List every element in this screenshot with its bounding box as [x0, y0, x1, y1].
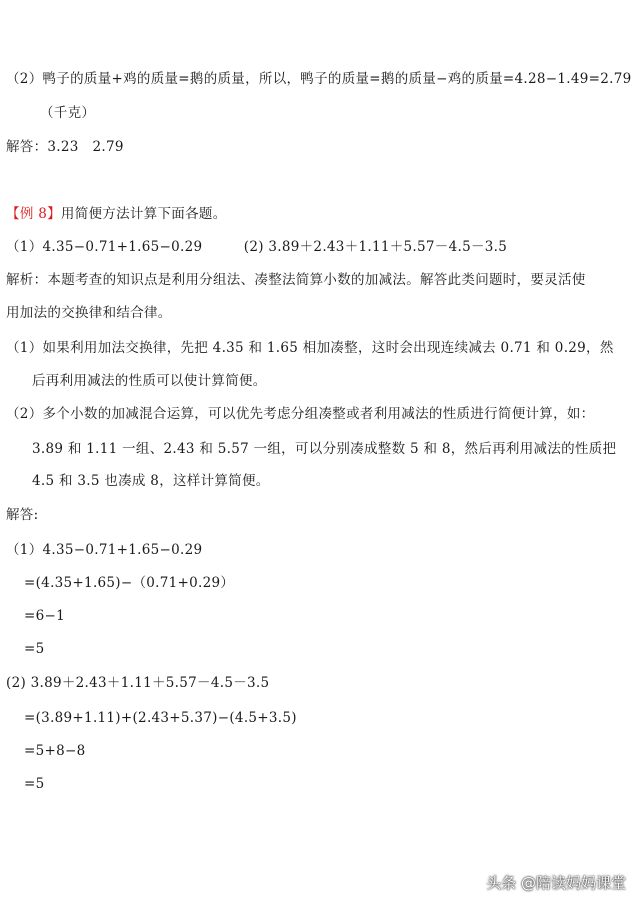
analysis-point-1-line-2: 后再利用减法的性质可以使计算简便。	[32, 373, 267, 389]
example-problems: （1）4.35−0.71+1.65−0.29 (2) 3.89＋2.43＋1.11＋5.57－4.5－3.5	[6, 239, 508, 255]
solution-2-line-4: =5	[24, 776, 45, 792]
analysis-line-1: 解析：本题考查的知识点是利用分组法、凑整法简算小数的加减法。解答此类问题时，要灵活使	[6, 272, 586, 288]
analysis-point-2-line-1: （2）多个小数的加减混合运算，可以优先考虑分组凑整或者利用减法的性质进行简便计算，如：	[6, 406, 595, 422]
example-label: 例 8	[19, 206, 48, 222]
analysis-point-1-line-1: （1）如果利用加法交换律，先把 4.35 和 1.65 相加凑整，这时会出现连续减去 0.71 和 0.29，然	[6, 340, 614, 356]
solution-1-line-2: =(4.35+1.65)−（0.71+0.29）	[24, 575, 235, 591]
analysis-point-2-line-3: 4.5 和 3.5 也凑成 8，这样计算简便。	[32, 473, 270, 489]
watermark: 头条 @陪读妈妈课堂	[486, 874, 626, 892]
prev-solution-line-2: （千克）	[40, 105, 96, 121]
solution-2-line-3: =5+8−8	[24, 743, 86, 759]
example-bracket-open: 【	[6, 206, 20, 222]
solution-2-line-2: =(3.89+1.11)+(2.43+5.37)−(4.5+3.5)	[24, 710, 297, 726]
example-heading	[6, 205, 227, 223]
solution-1-line-1: （1）4.35−0.71+1.65−0.29	[6, 542, 203, 558]
analysis-point-2-line-2: 3.89 和 1.11 一组、2.43 和 5.57 一组，可以分别凑成整数 5 和 8，然后再利用减法的性质把	[32, 441, 617, 457]
solution-heading: 解答:	[6, 507, 39, 523]
solution-2-line-1: (2) 3.89＋2.43＋1.11＋5.57－4.5－3.5	[6, 675, 270, 691]
solution-1-line-4: =5	[24, 641, 45, 657]
example-bracket-close: 】	[47, 206, 61, 222]
prev-solution-answer: 解答：3.23 2.79	[6, 139, 124, 155]
solution-1-line-3: =6−1	[24, 608, 66, 624]
example-title: 用简便方法计算下面各题。	[60, 206, 227, 222]
prev-solution-line-1: （2）鸭子的质量+鸡的质量=鹅的质量，所以，鸭子的质量=鹅的质量−鸡的质量=4.28−1.49=2.79	[6, 71, 632, 87]
analysis-line-2: 用加法的交换律和结合律。	[6, 305, 172, 321]
